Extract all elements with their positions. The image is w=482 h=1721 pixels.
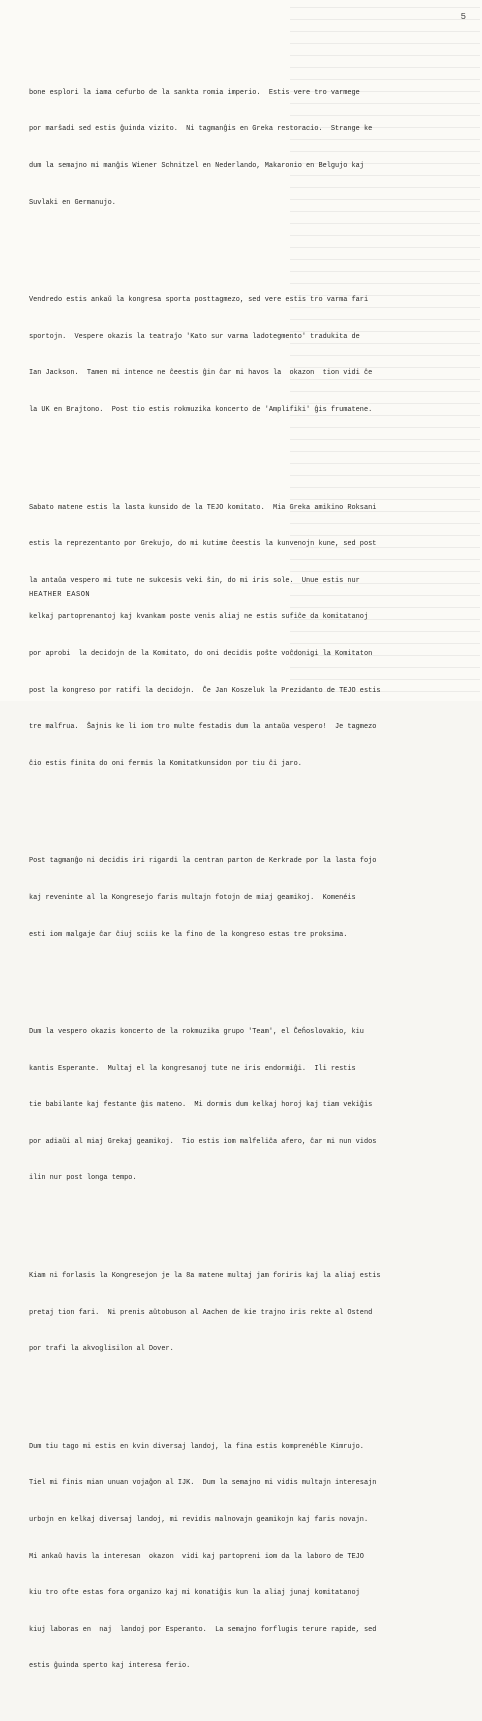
text-line: kelkaj partoprenantoj kaj kvankam poste venis aliaj ne estis sufiĉe da komitatanoj	[29, 613, 369, 622]
body-text	[29, 38, 461, 1721]
text-line: kaj reveninte al la Kongresejo faris multajn fotojn de miaj geamikoj. Komenéis	[29, 893, 356, 902]
text-line: Tiel mi finis mian unuan vojaĝon al IJK. Dum la semajno mi vidis multajn interesajn	[29, 1479, 377, 1488]
text-line: por aprobi la decidojn de la Komitato, do oni decidis poŝte voĉdonigi la Komitaton	[29, 649, 373, 658]
text-line: Kiam ni forlasis la Kongresejon je la 8a matene multaj jam foriris kaj la aliaj estis	[29, 1272, 381, 1281]
paragraph	[29, 831, 461, 965]
author-signature: HEATHER EASON	[29, 591, 91, 599]
paragraph	[29, 477, 461, 794]
paragraph	[29, 1416, 461, 1697]
text-line: la antaŭa vespero mi tute ne sukcesis veki ŝin, do mi iris sole. Unue estis nur	[29, 576, 360, 585]
text-line: esti iom malgaje ĉar ĉiuj sciis ke la fino de la kongreso estas tre proksima.	[29, 930, 348, 939]
text-line: kiu tro ofte estas fora organizo kaj mi konatiĝis kun la aliaj junaj komitatanoj	[29, 1589, 360, 1598]
paragraph	[29, 62, 461, 233]
paragraph	[29, 1246, 461, 1380]
text-line: por marŝadi sed estis ĝuinda vizito. Ni tagmanĝis en Greka restoracio. Strange ke	[29, 125, 373, 134]
text-line: dum la semajno mi manĝis Wiener Schnitzel en Nederlando, Makaronio en Belgujo kaj	[29, 162, 364, 170]
text-line: Dum tiu tago mi estis en kvin diversaj landoj, la fina estis komprenéble Kimrujo.	[29, 1442, 364, 1451]
text-line: estis la reprezentanto por Grekujo, do mi kutime ĉeestis la kunvenojn kune, sed post	[29, 540, 377, 549]
text-line: por adiaŭi al miaj Grekaj geamikoj. Tio estis iom malfeliĉa afero, ĉar mi nun vidos	[29, 1137, 377, 1146]
text-line: post la kongreso por ratifi la decidojn. Ĉe Jan Koszeluk la Prezidanto de TEJO estis	[29, 686, 381, 695]
text-line: Suvlaki en Germanujo.	[29, 198, 116, 207]
text-line: kiuj laboras en naj landoj por Esperanto. La semajno forflugis terure rapide, sed	[29, 1625, 377, 1634]
text-line: Post tagmanĝo ni decidis iri rigardi la centran parton de Kerkrade por la lasta fojo	[29, 857, 377, 866]
text-line: Ian Jackson. Tamen mi intence ne ĉeestis ĝin ĉar mi havos la okazon tion vidi ĉe	[29, 369, 373, 378]
text-line: la UK en Brajtono. Post tio estis rokmuzika koncerto de 'Amplifiki' ĝis frumatene.	[29, 405, 373, 414]
text-line: Dum la vespero okazis koncerto de la rokmuzika grupo 'Team', el Ĉeĥoslovakio, kiu	[29, 1028, 364, 1037]
text-line: estis ĝuinda sperto kaj interesa ferio.	[29, 1662, 191, 1671]
text-line: tie babilante kaj festante ĝis mateno. Mi dormis dum kelkaj horoj kaj tiam vekiĝis	[29, 1101, 373, 1110]
text-line: tre malfrua. Ŝajnis ke li iom tro multe festadis dum la antaŭa vespero! Je tagmezo	[29, 723, 377, 732]
paragraph	[29, 270, 461, 441]
text-line: ĉio estis finita do oni fermis la Komitatkunsidon por tiu ĉi jaro.	[29, 759, 302, 768]
text-line: urbojn en kelkaj diversaj landoj, mi revidis malnovajn geamikojn kaj faris novajn.	[29, 1516, 369, 1525]
text-line: Vendredo estis ankaŭ la kongresa sporta posttagmezo, sed vere estis tro varma fari	[29, 296, 369, 305]
text-line: por trafi la akvoglisilon al Dover.	[29, 1345, 174, 1354]
page-number: 5	[460, 12, 466, 22]
text-line: bone esplori la iama cefurbo de la sankta romia imperio. Estis vere tro varmege	[29, 88, 360, 97]
text-line: kantis Esperante. Multaj el la kongresanoj tute ne iris endormiĝi. Ili restis	[29, 1064, 356, 1073]
text-line: sportojn. Vespere okazis la teatraĵo 'Kato sur varma ladotegmento' tradukita de	[29, 332, 360, 341]
text-line: ilin nur post longa tempo.	[29, 1174, 137, 1183]
text-line: pretaj tion fari. Ni prenis aŭtobuson al Aachen de kie trajno iris rekte al Ostend	[29, 1308, 373, 1317]
text-line: Sabato matene estis la lasta kunsido de la TEJO komitato. Mia Greka amikino Roksani	[29, 503, 377, 512]
paragraph	[29, 1002, 461, 1209]
text-line: Mi ankaŭ havis la interesan okazon vidi kaj partopreni iom da la laboro de TEJO	[29, 1552, 364, 1561]
